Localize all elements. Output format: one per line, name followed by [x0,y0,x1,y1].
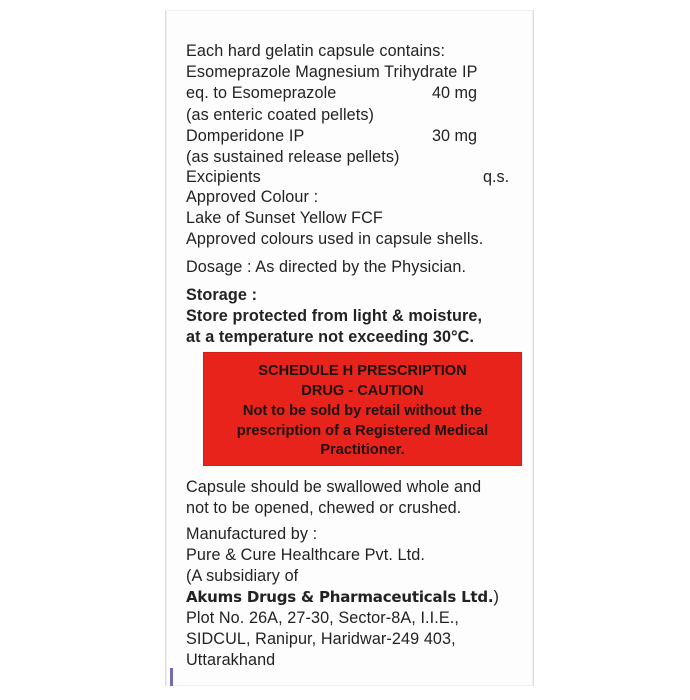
colour-label: Approved Colour : [186,188,319,206]
manufactured-by-label: Manufactured by : [186,525,318,543]
caution-line-1: SCHEDULE H PRESCRIPTION [258,363,467,379]
schedule-h-caution-box [203,352,522,466]
swallow-line-1: Capsule should be swallowed whole and [186,478,482,496]
parent-company-suffix: ) [493,588,499,606]
shell-colours: Approved colours used in capsule shells. [186,230,484,248]
parent-company-name: Akums Drugs & Pharmaceuticals Ltd. [186,588,494,606]
swallow-line-2: not to be opened, chewed or crushed. [186,499,462,517]
caution-line-5: Practitioner. [320,442,405,458]
esomeprazole-form: (as enteric coated pellets) [186,106,375,124]
storage-line-1: Store protected from light & moisture, [186,307,483,325]
address-line-2: SIDCUL, Ranipur, Haridwar-249 403, [186,630,456,648]
caution-line-4: prescription of a Registered Medical [236,423,489,439]
subsidiary-prefix: (A subsidiary of [186,567,299,585]
composition-header: Each hard gelatin capsule contains: [186,42,446,60]
excipients-amount: q.s. [483,168,510,186]
domperidone-form: (as sustained release pellets) [186,148,400,166]
parent-company-line [186,587,499,607]
storage-heading: Storage : [186,286,258,304]
domperidone-name: Domperidone IP [186,127,305,145]
esomeprazole-name: Esomeprazole Magnesium Trihydrate IP [186,63,478,81]
dosage-text: Dosage : As directed by the Physician. [186,258,467,276]
address-line-3: Uttarakhand [186,651,276,669]
manufacturer-company: Pure & Cure Healthcare Pvt. Ltd. [186,546,425,564]
caution-line-3: Not to be sold by retail without the [242,403,483,419]
colour-value: Lake of Sunset Yellow FCF [186,209,383,227]
domperidone-amount: 30 mg [432,127,477,145]
address-line-1: Plot No. 26A, 27-30, Sector-8A, I.I.E., [186,609,459,627]
excipients-label: Excipients [186,168,261,186]
caution-line-2: DRUG - CAUTION [301,383,424,399]
storage-line-2: at a temperature not exceeding 30°C. [186,328,475,346]
esomeprazole-amount: 40 mg [432,84,477,102]
esomeprazole-eq: eq. to Esomeprazole [186,84,337,102]
panel-edge-stripe [170,668,173,686]
